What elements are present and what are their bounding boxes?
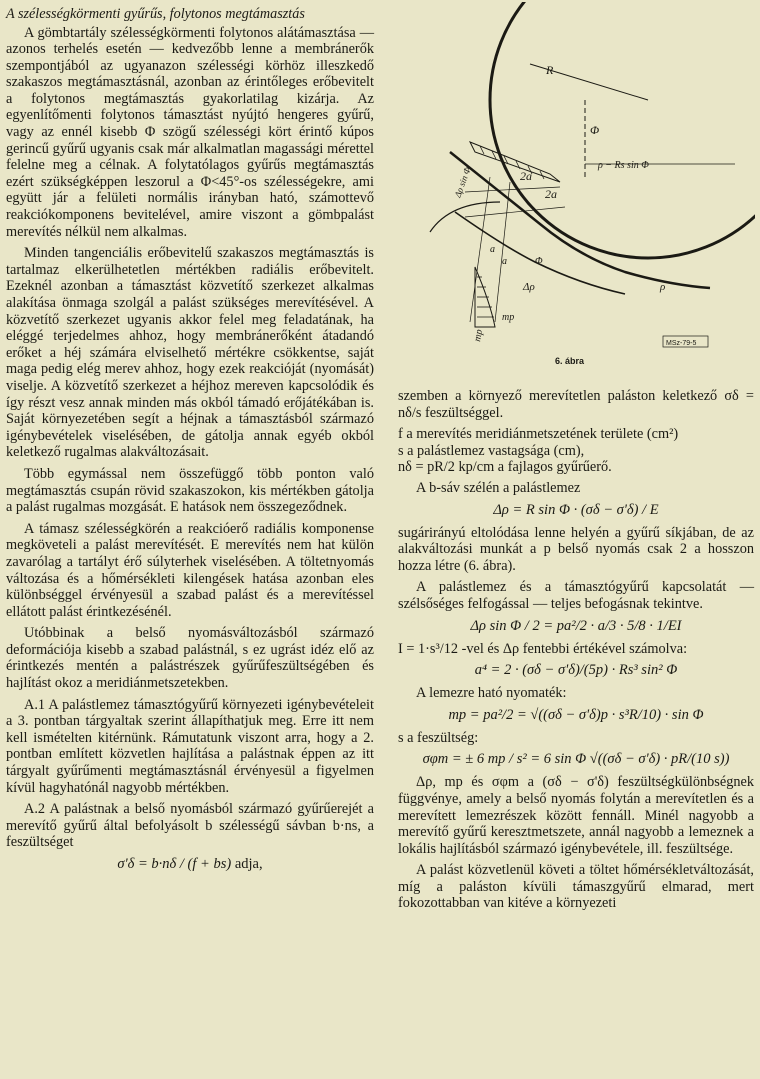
label-2a-1: 2a xyxy=(545,187,557,201)
label-phi: Φ xyxy=(590,123,600,137)
paragraph: A.2 A palástnak a belső nyomásból származó gyűrűerejét a merevítő gyűrű által befolyásolt b szélességű sávban b·ns, a feszültséget xyxy=(6,801,374,851)
figure-diagram xyxy=(410,2,755,362)
label-a-1: a xyxy=(502,256,507,267)
left-column xyxy=(6,6,374,879)
paragraph: A palást közvetlenül követi a töltet hőmérsékletváltozását, míg a paláston kívüli támaszgyűrű elmarad, mert fokozottabban van kitéve a környezeti xyxy=(398,862,754,912)
paragraph: s a feszültség: xyxy=(398,729,479,746)
label-delta-rho-sin: Δρ sin Φ xyxy=(452,165,473,199)
label-R: R xyxy=(546,63,554,77)
support-ring xyxy=(470,142,560,182)
formula-sigma-expr: σ'δ = b·nδ / (f + bs) xyxy=(117,856,232,872)
formula-stress: σφm = ± 6 mp / s² = 6 sin Φ √((σδ − σ'δ) · pR/(10 s)) xyxy=(422,751,730,768)
paragraph: A palástlemez és a támasztógyűrű kapcsolatát — szélsőséges felfogással — teljes befogásnak tekintve. xyxy=(398,579,754,612)
paragraph: A.1 A palástlemez támasztógyűrű környezeti igénybevételeit a 3. pontban tárgyaltak szerint állapíthatjuk meg. Erre itt nem kell ismételten kitérnünk. Rámutatunk viszont arra, hogy a 2. pontban említett közvetlen hajlítása a palástnak éppen az itt tárgyalt gyűrűmenti megtámasztásnál érvényesül a figyelmen kívül hagyhatónál nagyobb mértékben. xyxy=(6,696,374,796)
paragraph: Δρ, mp és σφm a (σδ − σ'δ) feszültségkülönbségnek függvénye, amely a belső nyomás folytán a merevítetlen és a merevített lemezrészek között fennáll. Minél nagyobb a merevítő gyűrű keresztmetszete, annál nagyobb a lemeznek a lokális hajlításból származó igénybevétele, ill. feszültsége. xyxy=(398,774,754,857)
paragraph: Több egymással nem összefüggő több ponton való megtámasztás csupán rövid szakaszokon, kis mértékben gátolja a palást rugalmas mozgását. E hatások nem összegeződnek. xyxy=(6,465,374,516)
formula-a4: a⁴ = 2 · (σδ − σ'δ)/(5p) · Rs³ sin² Φ xyxy=(474,662,678,679)
shell-curve xyxy=(450,152,710,288)
label-rho-rs: ρ − Rs sin Φ xyxy=(598,160,649,171)
paragraph: Utóbbinak a belső nyomásváltozásból származó deformációja kisebb a szabad palástnál, s ez ugrást idéz elő az érintkezés mentén a palástrészek gyűrűfeszültségében és hajlítást okoz a meridiánmetszetekben. xyxy=(6,625,374,692)
section-heading: A szélességkörmenti gyűrűs, folytonos megtámasztás xyxy=(6,6,305,22)
paragraph: I = 1·s³/12 -vel és Δρ fentebbi értékével számolva: xyxy=(398,640,688,657)
paragraph: sugárirányú eltolódása lenne helyén a gyűrű síkjában, de az alakváltozási munkát a p belső nyomás csak 2 a hosszon hozza létre (6. ábra). xyxy=(398,524,754,574)
label-rho: ρ xyxy=(660,281,666,293)
formula-sigma-tail: adja, xyxy=(234,856,263,872)
label-mp-2: mp xyxy=(502,312,515,323)
paragraph: A gömbtartály szélességkörmenti folytonos alátámasztása — azonos terhelés esetén — kedvezőbb lenne a membránerők szempontjából az ugyanazon szélességi körhöz illeszkedő szakaszos megtámasztásnál, azonban az érintőleges erőbevitelt a folytonos megtámasztás gyakorlatilag kizárja. Az egyenlítőmenti folytonos támasztást nyújtó hengeres gyűrű, vagy az ennél kisebb Φ szögű szélességi kört érintő kúpos gerincű gyűrű ugyanis csak már alkalmatlan magassági mérettel felelne meg a célnak. A folytatólagos gyűrűs megtámasztás ezért szükségképpen leszorul a Φ<45°-os szélességekre, ami együtt jár a felületi normális irányban ható, számottevő reakciókomponens bevitelével, amire viszont a gömbpalást merevítés nélkül nem alkalmas. xyxy=(6,24,374,240)
label-mp-1: mp xyxy=(472,328,486,343)
label-phi-small: Φ xyxy=(535,256,543,267)
formula-sigma xyxy=(6,856,374,873)
figure-caption: 6. ábra xyxy=(555,356,585,366)
paragraph: Minden tangenciális erőbevitelű szakaszos megtámasztás is tartalmaz elkerülhetetlen mértékben radiális erőbevitelt. Ezeknél azonban a támasztást közvetítő szerkezet alkalmas alakítása önmaga szolgál a palást szükséges merevítésével. A közvetítő szerkezet ugyanis akkor felel meg feladatának, ha eléggé terjedelmes ahhoz, hogy membránerőként átadandó erőket a héj számára elviselhető mértékre csökkentse, saját maga pedig elég merev ahhoz, hogy ezek reakcióját (nyomását) viselje. A közvetítő szerkezet a héjhoz mereven kapcsolódik és így részt vesz annak minden más okból támadó erőjátékában is. Saját környezetében segít a héjnak a támasztásból származó igénybevételek viselésében, de gátolja annak egyéb okból keletkező rugalmas alakváltozásait. xyxy=(6,245,374,461)
paragraph: A b-sáv szélén a palástlemez xyxy=(416,479,581,496)
label-2a-2: 2a xyxy=(520,169,532,183)
sphere-outline xyxy=(490,2,755,258)
formula-delta-rho: Δρ = R sin Φ · (σδ − σ'δ) / E xyxy=(493,501,659,518)
formula-equation-2: Δρ sin Φ / 2 = pa²/2 · a/3 · 5/8 · 1/EI xyxy=(470,617,682,634)
moment-diagram xyxy=(475,267,495,327)
right-column xyxy=(398,388,754,917)
figure-6 xyxy=(410,2,755,380)
label-a-2: a xyxy=(490,244,495,255)
paragraph: szemben a környező merevítetlen paláston keletkező σδ = nδ/s feszültséggel. xyxy=(398,388,754,421)
definition-s: s a palástlemez vastagsága (cm), xyxy=(398,442,585,459)
formula-moment: mp = pa²/2 = √((σδ − σ'δ)p · s³R/10) · sin Φ xyxy=(448,706,704,723)
definition-f: f a merevítés meridiánmetszetének területe (cm²) xyxy=(398,426,679,443)
paragraph: A támasz szélességkörén a reakcióerő radiális komponense megköveteli a palást merevítését. E merevítés nem hat külön zavarólag a tartályt érő súlyterhek viselésében. A töltetnyomás változása és a hőmérsékleti kilengések hatása azonban eles különbséggel érvényesül a szabad palást és a merevítéssel ellátott palást érintkezésénél. xyxy=(6,520,374,620)
definition-n: nδ = pR/2 kp/cm a fajlagos gyűrűerő. xyxy=(398,459,612,476)
paragraph: A lemezre ható nyomaték: xyxy=(416,685,567,702)
label-delta-rho: Δρ xyxy=(523,281,535,293)
stamp-text: MSz-79-5 xyxy=(666,340,697,347)
